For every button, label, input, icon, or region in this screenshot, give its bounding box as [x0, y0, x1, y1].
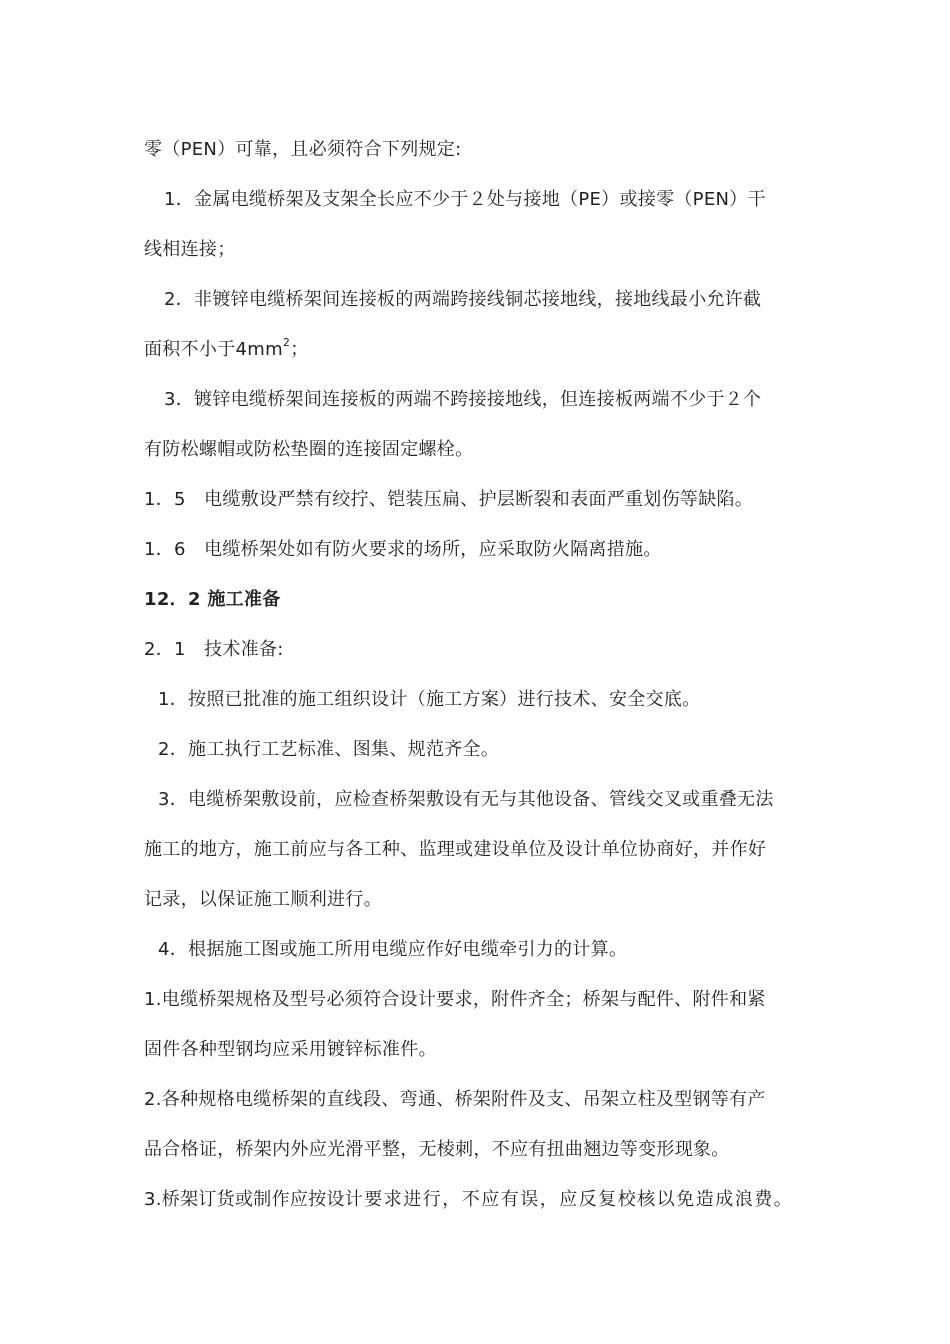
list-item: 3．电缆桥架敷设前，应检查桥架敷设有无与其他设备、管线交叉或重叠无法 — [158, 789, 774, 810]
text-line: 施工的地方，施工前应与各工种、监理或建设单位及设计单位协商好，并作好 — [144, 839, 767, 860]
clause-item: 2．1 技术准备: — [144, 639, 284, 660]
text-span: 3.桥架订货或制作应按设 — [144, 1189, 345, 1210]
text-line — [144, 338, 309, 362]
text-span: ； — [290, 339, 309, 360]
list-item: 1．金属电缆桥架及支架全长应不少于２处与接地（PE）或接零（PEN）干 — [164, 189, 766, 210]
clause-item: 1．5 电缆敷设严禁有绞拧、铠装压扁、护层断裂和表面严重划伤等缺陷。 — [144, 489, 754, 510]
text-line: 记录，以保证施工顺利进行。 — [144, 889, 382, 910]
clause-item: 1．6 电缆桥架处如有防火要求的场所，应采取防火隔离措施。 — [144, 539, 662, 560]
list-item: 2．施工执行工艺标准、图集、规范齐全。 — [158, 739, 500, 760]
text-line: 零（PEN）可靠，且必须符合下列规定: — [144, 139, 462, 160]
superscript: 2 — [282, 336, 291, 349]
text-line — [144, 1188, 793, 1212]
text-span-serif: 计要求进行，不应有误，应反复校核以免造成浪费。 — [344, 1189, 794, 1210]
list-item: 3．镀锌电缆桥架间连接板的两端不跨接接地线，但连接板两端不少于２个 — [164, 389, 762, 410]
list-item: 1．按照已批准的施工组织设计（施工方案）进行技术、安全交底。 — [158, 689, 701, 710]
text-line: 2.各种规格电缆桥架的直线段、弯通、桥架附件及支、吊架立柱及型钢等有产 — [144, 1089, 766, 1110]
text-line: 线相连接； — [144, 239, 236, 260]
text-line: 固件各种型钢均应采用镀锌标准件。 — [144, 1039, 437, 1060]
text-line: 品合格证，桥架内外应光滑平整，无棱刺，不应有扭曲翘边等变形现象。 — [144, 1139, 730, 1160]
text-line: 有防松螺帽或防松垫圈的连接固定螺栓。 — [144, 439, 474, 460]
list-item: 4．根据施工图或施工所用电缆应作好电缆牵引力的计算。 — [158, 939, 628, 960]
section-heading: 12．2 施工准备 — [144, 589, 281, 610]
text-span: 面积不小于4mm — [144, 339, 283, 360]
text-line: 1.电缆桥架规格及型号必须符合设计要求，附件齐全；桥架与配件、附件和紧 — [144, 989, 766, 1010]
list-item: 2．非镀锌电缆桥架间连接板的两端跨接线铜芯接地线，接地线最小允许截 — [164, 289, 762, 310]
